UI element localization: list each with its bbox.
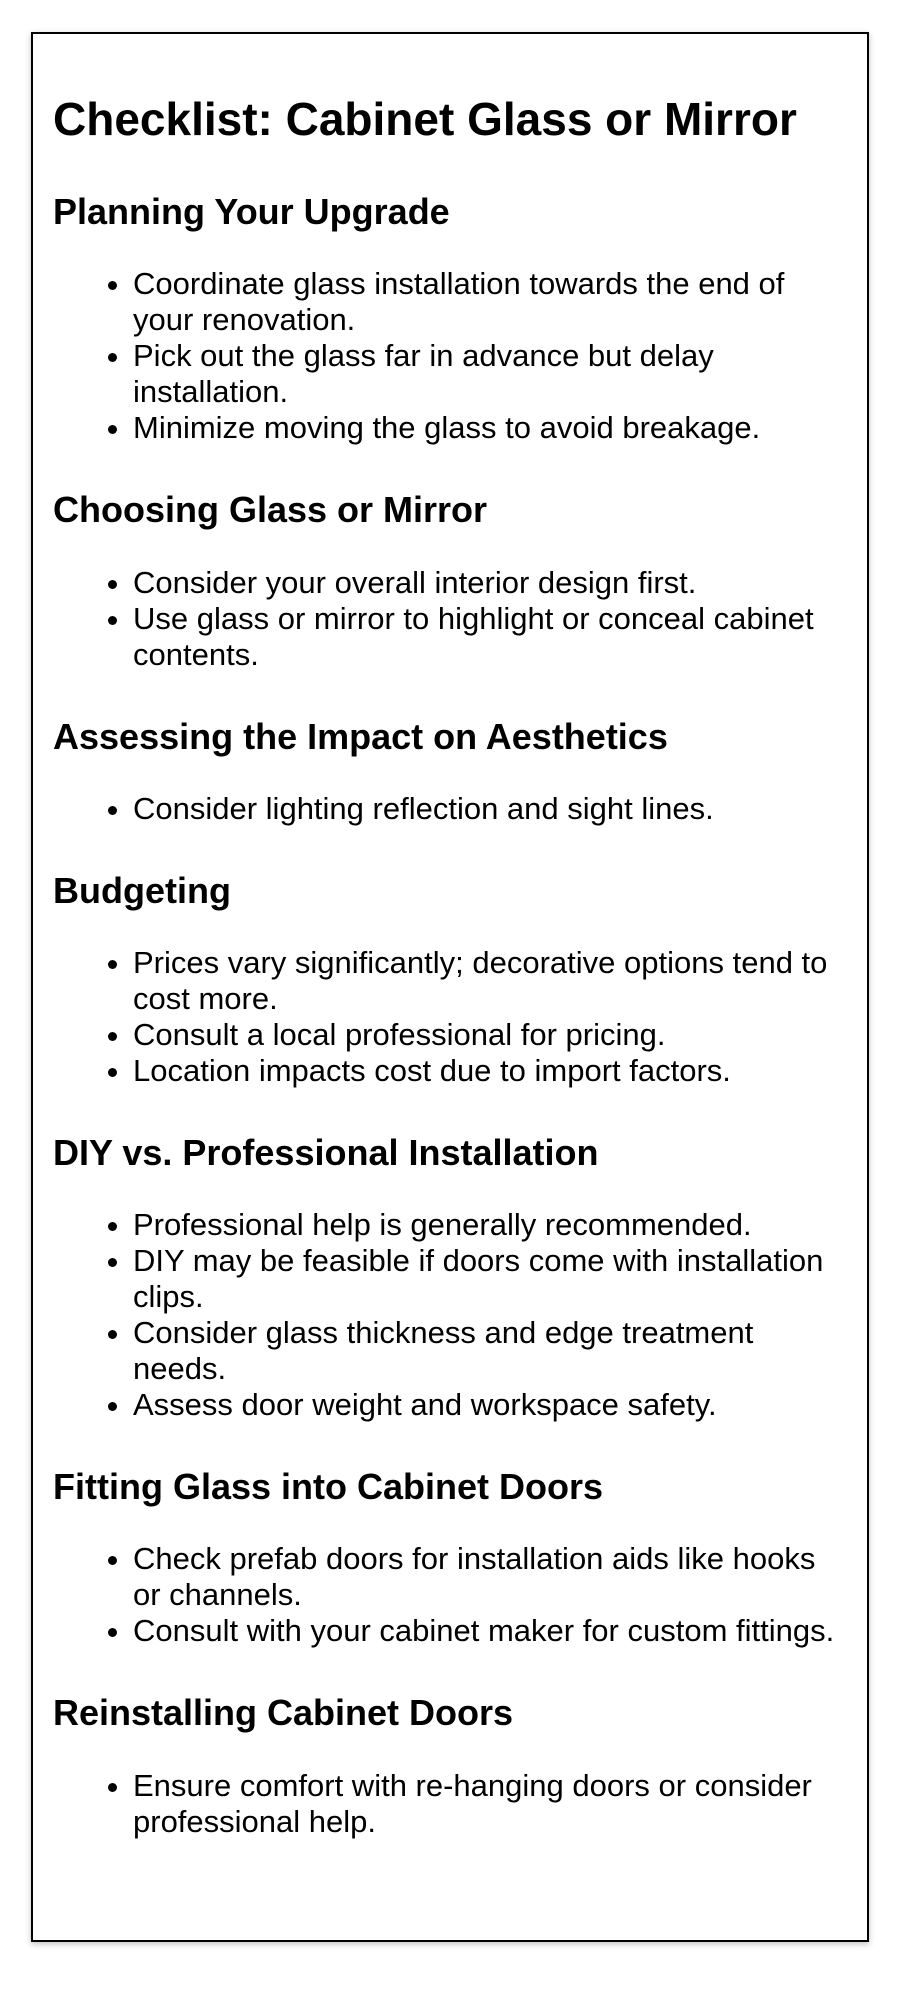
list-item: • Consult a local professional for pricing.	[133, 1017, 847, 1053]
list-item: • Consider glass thickness and edge treatment needs.	[133, 1315, 847, 1387]
section-budgeting	[53, 869, 847, 1089]
checklist	[53, 1207, 847, 1423]
checklist	[53, 791, 847, 827]
checklist	[53, 1541, 847, 1649]
section-choosing	[53, 488, 847, 672]
checklist	[53, 945, 847, 1089]
page-title: Checklist: Cabinet Glass or Mirror	[53, 93, 797, 145]
section-heading: Fitting Glass into Cabinet Doors	[53, 1466, 604, 1508]
list-item: • Check prefab doors for installation aids like hooks or channels.	[133, 1541, 847, 1613]
section-heading: DIY vs. Professional Installation	[53, 1131, 599, 1173]
section-fitting	[53, 1465, 847, 1649]
list-item: • Pick out the glass far in advance but delay installation.	[133, 338, 847, 410]
section-heading: Assessing the Impact on Aesthetics	[53, 715, 668, 757]
checklist	[53, 565, 847, 673]
section-diy	[53, 1131, 847, 1423]
list-item: • Professional help is generally recommended.	[133, 1207, 847, 1243]
list-item: • Coordinate glass installation towards the end of your renovation.	[133, 266, 847, 338]
section-heading: Reinstalling Cabinet Doors	[53, 1692, 514, 1734]
list-item: • Consider your overall interior design first.	[133, 565, 847, 601]
section-heading: Budgeting	[53, 869, 231, 911]
section-reinstalling	[53, 1691, 847, 1839]
list-item: • Assess door weight and workspace safety.	[133, 1387, 847, 1423]
list-item: • Minimize moving the glass to avoid breakage.	[133, 410, 847, 446]
checklist-card	[31, 32, 869, 1942]
list-item: • Consult with your cabinet maker for custom fittings.	[133, 1613, 847, 1649]
section-heading: Planning Your Upgrade	[53, 191, 450, 233]
list-item: • Location impacts cost due to import factors.	[133, 1053, 847, 1089]
list-item: • Consider lighting reflection and sight lines.	[133, 791, 847, 827]
list-item: • Prices vary significantly; decorative options tend to cost more.	[133, 945, 847, 1017]
section-aesthetics	[53, 715, 847, 827]
list-item: • Ensure comfort with re-hanging doors or consider professional help.	[133, 1768, 847, 1840]
section-heading: Choosing Glass or Mirror	[53, 489, 488, 531]
list-item: • DIY may be feasible if doors come with installation clips.	[133, 1243, 847, 1315]
checklist	[53, 1768, 847, 1840]
section-planning	[53, 190, 847, 446]
list-item: • Use glass or mirror to highlight or conceal cabinet contents.	[133, 601, 847, 673]
checklist	[53, 266, 847, 446]
